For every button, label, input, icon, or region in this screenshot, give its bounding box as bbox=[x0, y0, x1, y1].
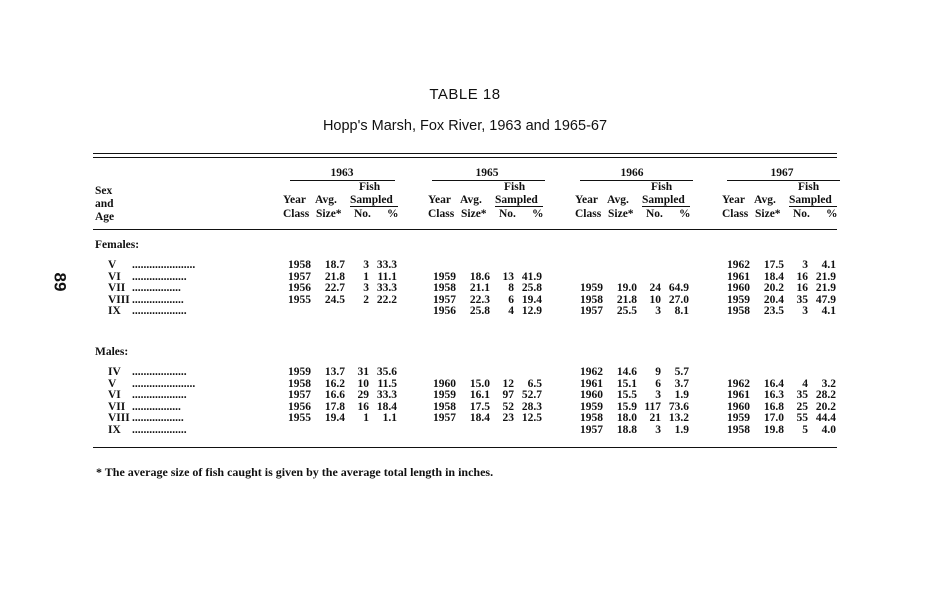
table-cell: 14.6 bbox=[616, 366, 637, 378]
table-cell: 1 bbox=[363, 412, 369, 425]
page-number: 89 bbox=[50, 272, 70, 292]
table-cell: 18.8 bbox=[616, 424, 637, 436]
table-cell: 11.5 bbox=[377, 377, 397, 390]
table-cell: 28.2 bbox=[815, 389, 836, 402]
table-cell: 29 bbox=[357, 389, 369, 402]
table-cell: 22.3 bbox=[469, 293, 490, 306]
table-cell: 5 bbox=[802, 424, 808, 436]
pct-header-1963: % bbox=[387, 208, 399, 220]
table-cell: 25 bbox=[796, 400, 808, 413]
row-leader-dots: ...................... bbox=[132, 259, 196, 271]
fish-header-1963: Fish bbox=[359, 181, 381, 193]
size-header-1965: Size* bbox=[461, 208, 487, 220]
sampled-header-1965: Sampled bbox=[495, 194, 538, 206]
table-cell: 12.9 bbox=[521, 305, 542, 318]
table-cell: 25.8 bbox=[521, 282, 542, 295]
table-cell: 1959 bbox=[433, 270, 456, 283]
table-cell: 1959 bbox=[727, 293, 750, 306]
table-cell: 22.7 bbox=[324, 282, 345, 295]
row-leader-dots: ................... bbox=[132, 424, 187, 436]
table-cell: 35.6 bbox=[376, 366, 397, 378]
table-cell: 25.8 bbox=[469, 305, 490, 318]
table-cell: 1958 bbox=[580, 293, 603, 306]
table-cell: 1957 bbox=[580, 305, 603, 318]
table-cell: 20.2 bbox=[763, 282, 784, 295]
section-label-0: Females: bbox=[95, 239, 140, 251]
table-cell: 21.1 bbox=[469, 282, 490, 295]
table-cell: 9 bbox=[655, 366, 661, 378]
table-cell: 1958 bbox=[288, 377, 311, 390]
table-cell: 1957 bbox=[288, 270, 311, 283]
table-cell: 18.7 bbox=[324, 259, 345, 271]
table-cell: 1962 bbox=[727, 377, 750, 390]
table-cell: 1960 bbox=[433, 377, 456, 390]
table-cell: 1961 bbox=[727, 270, 750, 283]
table-cell: 18.6 bbox=[469, 270, 490, 283]
year-heading-1963: 1963 bbox=[330, 167, 354, 179]
table-cell: 4.1 bbox=[821, 305, 836, 318]
table-cell: 19.0 bbox=[616, 282, 637, 295]
table-cell: 117 bbox=[644, 400, 661, 413]
table-title: TABLE 18 bbox=[429, 86, 501, 103]
table-cell: 16.2 bbox=[324, 377, 345, 390]
row-age-label: IX bbox=[108, 305, 121, 318]
size-header-1963: Size* bbox=[316, 208, 342, 220]
pct-header-1967: % bbox=[826, 208, 838, 220]
table-cell: 21.8 bbox=[616, 293, 637, 306]
table-cell: 16 bbox=[796, 282, 808, 295]
table-cell: 1955 bbox=[288, 293, 311, 306]
table-cell: 41.9 bbox=[521, 270, 542, 283]
year-heading-1967: 1967 bbox=[770, 167, 794, 179]
table-cell: 1957 bbox=[433, 293, 456, 306]
table-cell: 13.2 bbox=[668, 412, 689, 425]
sampled-underline-1965 bbox=[495, 206, 543, 207]
sampled-underline-1967 bbox=[789, 206, 837, 207]
year-header-1967: Year bbox=[722, 194, 745, 206]
table-cell: 3 bbox=[802, 305, 808, 318]
table-cell: 27.0 bbox=[668, 293, 689, 306]
table-cell: 15.5 bbox=[616, 389, 637, 402]
table-cell: 1962 bbox=[727, 259, 750, 271]
row-age-label: IV bbox=[108, 366, 121, 378]
stub-header-sex: Sex bbox=[95, 185, 113, 197]
table-cell: 97 bbox=[502, 389, 514, 402]
table-cell: 25.5 bbox=[616, 305, 637, 318]
year-header-1963: Year bbox=[283, 194, 306, 206]
year-header-1966: Year bbox=[575, 194, 598, 206]
table-cell: 10 bbox=[357, 377, 369, 390]
row-age-label: VIII bbox=[108, 412, 130, 425]
avg-header-1963: Avg. bbox=[315, 194, 337, 206]
bottom-rule bbox=[93, 447, 837, 448]
table-cell: 17.5 bbox=[763, 259, 784, 271]
table-cell: 15.0 bbox=[469, 377, 490, 390]
avg-header-1966: Avg. bbox=[607, 194, 629, 206]
table-cell: 73.6 bbox=[668, 400, 689, 413]
no-header-1967: No. bbox=[793, 208, 810, 220]
table-cell: 1956 bbox=[288, 282, 311, 295]
class-header-1966: Class bbox=[575, 208, 602, 220]
table-cell: 1958 bbox=[580, 412, 603, 425]
table-cell: 52 bbox=[502, 400, 514, 413]
class-header-1963: Class bbox=[283, 208, 310, 220]
table-cell: 33.3 bbox=[376, 389, 397, 402]
no-header-1965: No. bbox=[499, 208, 516, 220]
table-cell: 15.9 bbox=[616, 400, 637, 413]
pct-header-1965: % bbox=[532, 208, 544, 220]
table-cell: 10 bbox=[649, 293, 661, 306]
table-cell: 3 bbox=[655, 389, 661, 402]
table-cell: 3 bbox=[655, 305, 661, 318]
table-cell: 28.3 bbox=[521, 400, 542, 413]
row-age-label: VII bbox=[108, 400, 126, 413]
section-label-1: Males: bbox=[95, 346, 129, 358]
sampled-header-1966: Sampled bbox=[642, 194, 685, 206]
table-cell: 18.4 bbox=[376, 400, 397, 413]
table-cell: 47.9 bbox=[815, 293, 836, 306]
table-cell: 21 bbox=[649, 412, 661, 425]
table-cell: 17.0 bbox=[763, 412, 784, 425]
sampled-header-1963: Sampled bbox=[350, 194, 393, 206]
table-cell: 17.5 bbox=[469, 400, 490, 413]
top-double-rule-2 bbox=[93, 157, 837, 158]
table-cell: 35 bbox=[796, 389, 808, 402]
table-cell: 3.7 bbox=[674, 377, 689, 390]
table-cell: 1960 bbox=[727, 282, 750, 295]
avg-header-1965: Avg. bbox=[460, 194, 482, 206]
table-cell: 1957 bbox=[580, 424, 603, 436]
table-cell: 24 bbox=[649, 282, 661, 295]
table-cell: 1.9 bbox=[674, 424, 689, 436]
avg-header-1967: Avg. bbox=[754, 194, 776, 206]
row-leader-dots: ................... bbox=[132, 270, 187, 283]
table-cell: 3 bbox=[655, 424, 661, 436]
table-cell: 19.8 bbox=[763, 424, 784, 436]
table-cell: 18.0 bbox=[616, 412, 637, 425]
table-cell: 1959 bbox=[288, 366, 311, 378]
table-cell: 16 bbox=[796, 270, 808, 283]
table-subtitle: Hopp's Marsh, Fox River, 1963 and 1965-67 bbox=[322, 118, 608, 134]
table-cell: 6 bbox=[508, 293, 514, 306]
size-header-1966: Size* bbox=[608, 208, 634, 220]
stub-header-and: and bbox=[95, 198, 114, 210]
table-cell: 19.4 bbox=[521, 293, 542, 306]
year-heading-rule-1967 bbox=[727, 180, 840, 181]
table-cell: 3 bbox=[802, 259, 808, 271]
table-cell: 1958 bbox=[433, 400, 456, 413]
table-cell: 18.4 bbox=[763, 270, 784, 283]
header-bottom-rule bbox=[93, 229, 837, 230]
table-cell: 4 bbox=[802, 377, 808, 390]
table-cell: 1958 bbox=[727, 305, 750, 318]
row-leader-dots: ................... bbox=[132, 305, 187, 318]
sampled-underline-1963 bbox=[350, 206, 398, 207]
table-cell: 1957 bbox=[433, 412, 456, 425]
row-age-label: VII bbox=[108, 282, 126, 295]
table-cell: 52.7 bbox=[521, 389, 542, 402]
table-cell: 13 bbox=[502, 270, 514, 283]
table-cell: 33.3 bbox=[376, 259, 397, 271]
row-leader-dots: .................. bbox=[132, 412, 184, 425]
row-leader-dots: ................. bbox=[132, 400, 181, 413]
row-leader-dots: ................... bbox=[132, 389, 187, 402]
table-cell: 23 bbox=[502, 412, 514, 425]
class-header-1967: Class bbox=[722, 208, 749, 220]
table-cell: 17.8 bbox=[324, 400, 345, 413]
table-cell: 13.7 bbox=[324, 366, 345, 378]
pct-header-1966: % bbox=[679, 208, 691, 220]
table-cell: 19.4 bbox=[324, 412, 345, 425]
row-leader-dots: ................. bbox=[132, 282, 181, 295]
table-cell: 24.5 bbox=[324, 293, 345, 306]
footnote: * The average size of fish caught is given by the average total length in inches. bbox=[96, 465, 494, 479]
table-cell: 1955 bbox=[288, 412, 311, 425]
table-cell: 3 bbox=[363, 259, 369, 271]
class-header-1965: Class bbox=[428, 208, 455, 220]
table-cell: 1.9 bbox=[674, 389, 689, 402]
table-cell: 1958 bbox=[288, 259, 311, 271]
table-cell: 4.0 bbox=[821, 424, 836, 436]
table-cell: 1959 bbox=[433, 389, 456, 402]
row-age-label: IX bbox=[108, 424, 121, 436]
table-cell: 1960 bbox=[727, 400, 750, 413]
no-header-1963: No. bbox=[354, 208, 371, 220]
table-cell: 15.1 bbox=[616, 377, 637, 390]
row-leader-dots: .................. bbox=[132, 293, 184, 306]
table-cell: 44.4 bbox=[815, 412, 836, 425]
table-cell: 33.3 bbox=[376, 282, 397, 295]
sampled-underline-1966 bbox=[642, 206, 690, 207]
table-cell: 21.9 bbox=[815, 270, 836, 283]
table-cell: 16.1 bbox=[469, 389, 490, 402]
table-cell: 8 bbox=[508, 282, 514, 295]
table-cell: 2 bbox=[363, 293, 369, 306]
table-cell: 1959 bbox=[580, 400, 603, 413]
table-cell: 16 bbox=[357, 400, 369, 413]
table-cell: 55 bbox=[796, 412, 808, 425]
table-cell: 18.4 bbox=[469, 412, 490, 425]
table-cell: 1959 bbox=[727, 412, 750, 425]
table-cell: 3.2 bbox=[821, 377, 836, 390]
table-cell: 1961 bbox=[727, 389, 750, 402]
table-cell: 8.1 bbox=[674, 305, 689, 318]
top-double-rule-1 bbox=[93, 153, 837, 154]
table-cell: 16.8 bbox=[763, 400, 784, 413]
table-cell: 1959 bbox=[580, 282, 603, 295]
no-header-1966: No. bbox=[646, 208, 663, 220]
row-leader-dots: ...................... bbox=[132, 377, 196, 390]
table-cell: 1958 bbox=[433, 282, 456, 295]
table-cell: 1960 bbox=[580, 389, 603, 402]
size-header-1967: Size* bbox=[755, 208, 781, 220]
year-heading-1965: 1965 bbox=[475, 167, 499, 179]
table-cell: 16.6 bbox=[324, 389, 345, 402]
table-cell: 1958 bbox=[727, 424, 750, 436]
table-cell: 22.2 bbox=[376, 293, 397, 306]
fish-header-1966: Fish bbox=[651, 181, 673, 193]
table-cell: 3 bbox=[363, 282, 369, 295]
year-heading-rule-1965 bbox=[432, 180, 545, 181]
table-cell: 20.2 bbox=[815, 400, 836, 413]
table-cell: 16.3 bbox=[763, 389, 784, 402]
row-age-label: VI bbox=[108, 270, 121, 283]
table-cell: 1.1 bbox=[382, 412, 397, 425]
stub-header-age: Age bbox=[95, 211, 115, 223]
row-age-label: V bbox=[108, 259, 117, 271]
year-header-1965: Year bbox=[428, 194, 451, 206]
table-cell: 5.7 bbox=[674, 366, 689, 378]
table-cell: 20.4 bbox=[763, 293, 784, 306]
year-heading-1966: 1966 bbox=[620, 167, 644, 179]
table-cell: 64.9 bbox=[668, 282, 689, 295]
table-cell: 4.1 bbox=[821, 259, 836, 271]
table-cell: 6 bbox=[655, 377, 661, 390]
table-cell: 12 bbox=[502, 377, 514, 390]
row-age-label: VI bbox=[108, 389, 121, 402]
table-cell: 21.8 bbox=[324, 270, 345, 283]
fish-header-1965: Fish bbox=[504, 181, 526, 193]
table-cell: 6.5 bbox=[527, 377, 542, 390]
table-cell: 16.4 bbox=[763, 377, 784, 390]
table-cell: 1 bbox=[363, 270, 369, 283]
table-cell: 23.5 bbox=[763, 305, 784, 318]
table-cell: 1961 bbox=[580, 377, 603, 390]
table-cell: 4 bbox=[508, 305, 514, 318]
fish-header-1967: Fish bbox=[798, 181, 820, 193]
row-age-label: V bbox=[108, 377, 117, 390]
year-heading-rule-1966 bbox=[580, 180, 693, 181]
table-cell: 1962 bbox=[580, 366, 603, 378]
table-cell: 21.9 bbox=[815, 282, 836, 295]
table-cell: 12.5 bbox=[521, 412, 542, 425]
table-cell: 31 bbox=[357, 366, 369, 378]
sampled-header-1967: Sampled bbox=[789, 194, 832, 206]
table-cell: 1956 bbox=[433, 305, 456, 318]
table-cell: 1957 bbox=[288, 389, 311, 402]
table-cell: 11.1 bbox=[377, 270, 397, 283]
table-cell: 1956 bbox=[288, 400, 311, 413]
row-age-label: VIII bbox=[108, 293, 130, 306]
row-leader-dots: ................... bbox=[132, 366, 187, 378]
table-cell: 35 bbox=[796, 293, 808, 306]
